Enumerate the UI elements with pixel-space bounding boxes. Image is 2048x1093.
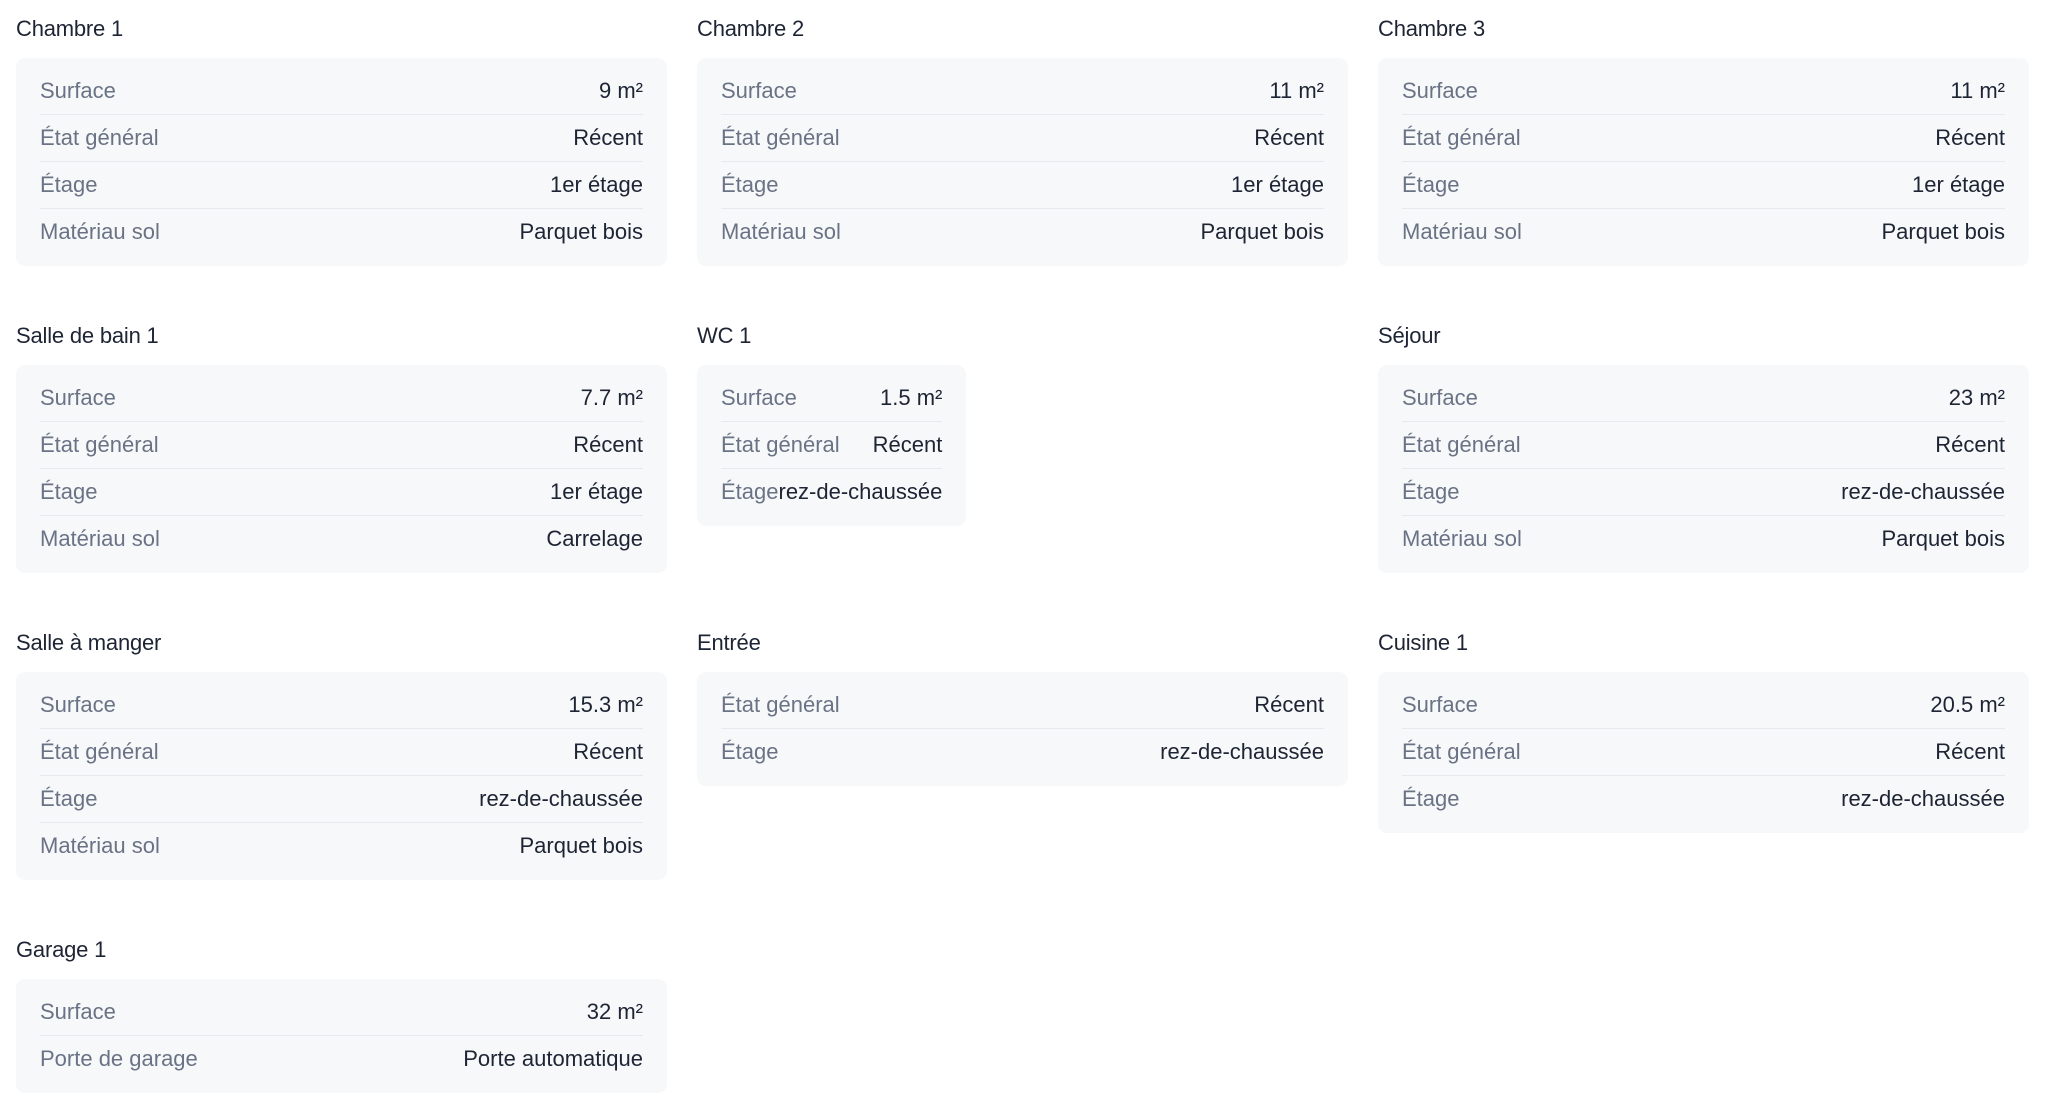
detail-row (40, 516, 643, 562)
room-title: Chambre 3 (1378, 16, 1486, 41)
detail-value: Parquet bois (519, 833, 643, 858)
room-section (1378, 614, 2029, 880)
detail-value: Récent (573, 432, 643, 457)
detail-label: Surface (1402, 78, 1478, 103)
detail-row (1402, 729, 2005, 776)
room-section (697, 614, 1348, 880)
rooms-grid (16, 0, 2032, 1093)
detail-value: Parquet bois (1881, 526, 2005, 551)
detail-label: Surface (40, 999, 116, 1024)
detail-value: Parquet bois (519, 219, 643, 244)
detail-value: Récent (573, 125, 643, 150)
detail-label: Matériau sol (40, 833, 160, 858)
detail-row (1402, 115, 2005, 162)
detail-value: 1er étage (1231, 172, 1324, 197)
detail-label: Matériau sol (721, 219, 841, 244)
detail-value: 15.3 m² (568, 692, 643, 717)
detail-label: Étage (721, 739, 779, 764)
detail-label: État général (721, 125, 840, 150)
room-details-card (697, 672, 1348, 786)
detail-label: Surface (721, 385, 797, 410)
detail-value: 11 m² (1269, 78, 1324, 103)
detail-label: État général (40, 125, 159, 150)
room-title: Entrée (697, 630, 761, 655)
detail-label: État général (40, 432, 159, 457)
room-section (1378, 0, 2029, 266)
room-section (16, 0, 667, 266)
detail-row (40, 162, 643, 209)
detail-label: État général (721, 692, 840, 717)
detail-value: rez-de-chaussée (1841, 786, 2005, 811)
detail-row (40, 989, 643, 1036)
detail-label: Étage (1402, 172, 1460, 197)
detail-row (1402, 422, 2005, 469)
detail-label: Étage (721, 172, 779, 197)
detail-row (1402, 162, 2005, 209)
detail-label: État général (721, 432, 840, 457)
detail-row (1402, 209, 2005, 255)
room-details-card (697, 58, 1348, 266)
room-section (16, 307, 667, 573)
room-section (697, 307, 1348, 573)
room-details-card (697, 365, 966, 526)
detail-row (40, 729, 643, 776)
detail-row (40, 115, 643, 162)
detail-row (40, 823, 643, 869)
detail-row (1402, 375, 2005, 422)
detail-label: Surface (1402, 385, 1478, 410)
detail-value: Récent (1935, 739, 2005, 764)
detail-label: État général (1402, 739, 1521, 764)
detail-row (721, 68, 1324, 115)
detail-value: Récent (1935, 125, 2005, 150)
room-details-card (1378, 672, 2029, 833)
detail-value: Récent (1935, 432, 2005, 457)
detail-value: rez-de-chaussée (1160, 739, 1324, 764)
detail-value: 1er étage (550, 172, 643, 197)
detail-value: 7.7 m² (580, 385, 643, 410)
room-title: Chambre 1 (16, 16, 124, 41)
detail-label: Étage (40, 479, 98, 504)
detail-row (40, 776, 643, 823)
detail-value: rez-de-chaussée (479, 786, 643, 811)
detail-label: Matériau sol (1402, 219, 1522, 244)
detail-label: Étage (40, 172, 98, 197)
detail-row (721, 375, 942, 422)
detail-label: État général (1402, 432, 1521, 457)
detail-value: Récent (1254, 692, 1324, 717)
room-details-card (1378, 58, 2029, 266)
detail-row (1402, 68, 2005, 115)
detail-row (721, 162, 1324, 209)
detail-label: Surface (40, 385, 116, 410)
detail-label: Matériau sol (1402, 526, 1522, 551)
detail-row (40, 469, 643, 516)
room-details-card (16, 672, 667, 880)
detail-label: Surface (40, 78, 116, 103)
detail-value: rez-de-chaussée (1841, 479, 2005, 504)
detail-value: Récent (872, 432, 943, 457)
room-title: Séjour (1378, 323, 1441, 348)
detail-label: Surface (40, 692, 116, 717)
detail-row (40, 68, 643, 115)
detail-value: 23 m² (1948, 385, 2005, 410)
room-section (1378, 307, 2029, 573)
detail-value: rez-de-chaussée (778, 479, 943, 504)
detail-value: Porte automatique (463, 1046, 643, 1071)
detail-label: Étage (40, 786, 98, 811)
detail-label: Surface (721, 78, 797, 103)
detail-row (1402, 516, 2005, 562)
room-details-card (16, 58, 667, 266)
detail-row (40, 682, 643, 729)
detail-value: Parquet bois (1200, 219, 1324, 244)
detail-label: État général (1402, 125, 1521, 150)
room-details-card (16, 979, 667, 1093)
detail-row (40, 209, 643, 255)
detail-label: Étage (721, 479, 779, 504)
room-title: Chambre 2 (697, 16, 805, 41)
detail-row (40, 1036, 643, 1082)
detail-value: 9 m² (599, 78, 643, 103)
detail-row (40, 375, 643, 422)
room-section (16, 921, 667, 1093)
room-title: WC 1 (697, 323, 752, 348)
room-section (697, 0, 1348, 266)
room-title: Salle de bain 1 (16, 323, 159, 348)
detail-row (721, 115, 1324, 162)
detail-label: Étage (1402, 479, 1460, 504)
detail-label: État général (40, 739, 159, 764)
detail-value: Parquet bois (1881, 219, 2005, 244)
detail-row (721, 729, 1324, 775)
detail-row (721, 682, 1324, 729)
detail-value: 32 m² (586, 999, 643, 1024)
detail-row (40, 422, 643, 469)
detail-row (1402, 682, 2005, 729)
detail-row (721, 209, 1324, 255)
detail-value: Récent (1254, 125, 1324, 150)
detail-value: Carrelage (546, 526, 643, 551)
detail-label: Matériau sol (40, 219, 160, 244)
detail-row (1402, 776, 2005, 822)
detail-label: Matériau sol (40, 526, 160, 551)
room-details-card (16, 365, 667, 573)
room-title: Garage 1 (16, 937, 107, 962)
detail-label: Porte de garage (40, 1046, 198, 1071)
detail-value: 1.5 m² (880, 385, 943, 410)
detail-row (1402, 469, 2005, 516)
room-details-card (1378, 365, 2029, 573)
detail-row (721, 422, 942, 469)
detail-value: 1er étage (550, 479, 643, 504)
room-section (16, 614, 667, 880)
detail-label: Surface (1402, 692, 1478, 717)
detail-value: Récent (573, 739, 643, 764)
detail-value: 11 m² (1950, 78, 2005, 103)
detail-value: 20.5 m² (1930, 692, 2005, 717)
room-title: Salle à manger (16, 630, 162, 655)
detail-row (721, 469, 942, 515)
room-title: Cuisine 1 (1378, 630, 1468, 655)
detail-label: Étage (1402, 786, 1460, 811)
detail-value: 1er étage (1912, 172, 2005, 197)
